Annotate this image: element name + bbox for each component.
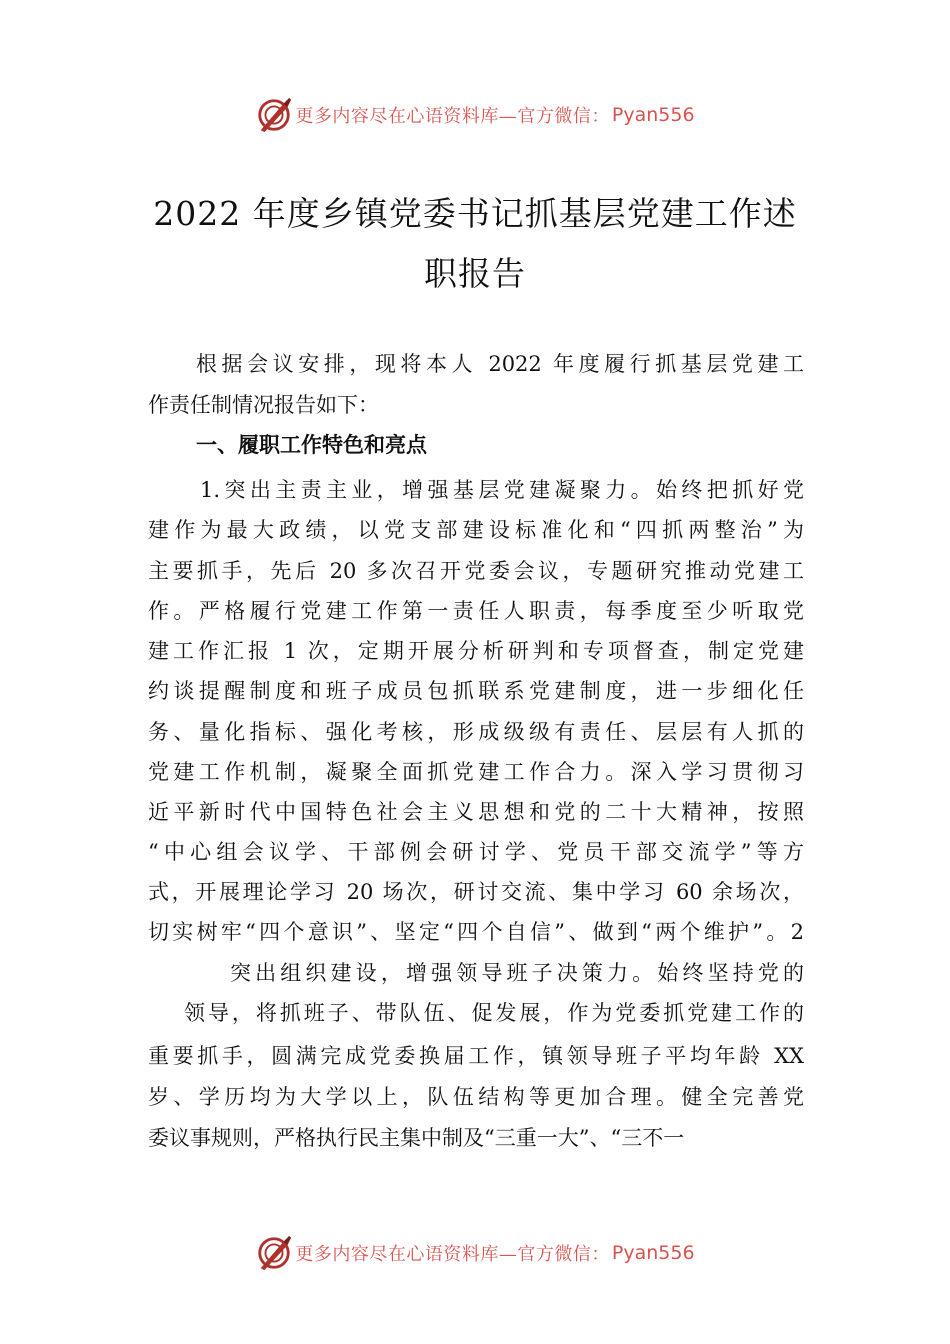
banner-handle: Pyan556: [611, 1242, 695, 1264]
body-line: 根据会议安排，现将本人 2022 年度履行抓基层党建工: [196, 352, 804, 376]
body-line: 建作为最大政绩，以党支部建设标准化和“四抓两整治”为: [148, 518, 804, 542]
body-line: 作责任制情况报告如下：: [148, 393, 379, 417]
section-heading: 一、履职工作特色和亮点: [196, 433, 427, 457]
body-line: 作。严格履行党建工作第一责任人职责，每季度至少听取党: [148, 599, 804, 623]
body-line: “中心组会议学、干部例会研讨学、党员干部交流学”等方: [148, 840, 804, 864]
pen-logo-icon: [255, 96, 293, 134]
body-line: 式，开展理论学习 20 场次，研讨交流、集中学习 60 余场次，: [148, 880, 804, 904]
body-line: 近平新时代中国特色社会主义思想和党的二十大精神，按照: [148, 800, 804, 824]
body-line: 约谈提醒制度和班子成员包抓联系党建制度，进一步细化任: [148, 679, 804, 703]
banner-content: [255, 1234, 694, 1272]
banner-content: [255, 96, 694, 134]
document-title: [100, 184, 850, 304]
body-line: 领导，将抓班子、带队伍、促发展，作为党委抓党建工作的: [184, 1001, 804, 1025]
body-line: 务、量化指标、强化考核，形成级级有责任、层层有人抓的: [148, 720, 804, 744]
watermark-banner-top: [0, 90, 950, 140]
body-line: 党建工作机制，凝聚全面抓党建工作合力。深入学习贯彻习: [148, 760, 804, 784]
banner-text: 更多内容尽在心语资料库—官方微信：: [295, 106, 610, 127]
body-line: 切实树牢“四个意识”、坚定“四个自信”、做到“两个维护”。2: [148, 920, 804, 944]
body-line: 重要抓手，圆满完成党委换届工作，镇领导班子平均年龄 XX: [148, 1044, 804, 1068]
title-line-2: 职报告: [424, 254, 526, 293]
body-line: 委议事规则，严格执行民主集中制及“三重一大”、“三不一: [148, 1126, 685, 1150]
title-line-1: 2022 年度乡镇党委书记抓基层党建工作述: [153, 194, 797, 233]
watermark-banner-bottom: [0, 1228, 950, 1278]
pen-logo-icon: [255, 1234, 293, 1272]
body-line: 突出组织建设，增强领导班子决策力。始终坚持党的: [230, 961, 804, 985]
banner-text: 更多内容尽在心语资料库—官方微信：: [295, 1244, 610, 1265]
body-line: 岁、学历均为大学以上，队伍结构等更加合理。健全完善党: [148, 1085, 804, 1109]
banner-handle: Pyan556: [611, 104, 695, 126]
body-line: 建工作汇报 1 次，定期开展分析研判和专项督查，制定党建: [148, 639, 804, 663]
body-line: 1.突出主责主业，增强基层党建凝聚力。始终把抓好党: [200, 478, 804, 502]
body-line: 主要抓手，先后 20 多次召开党委会议，专题研究推动党建工: [148, 559, 804, 583]
